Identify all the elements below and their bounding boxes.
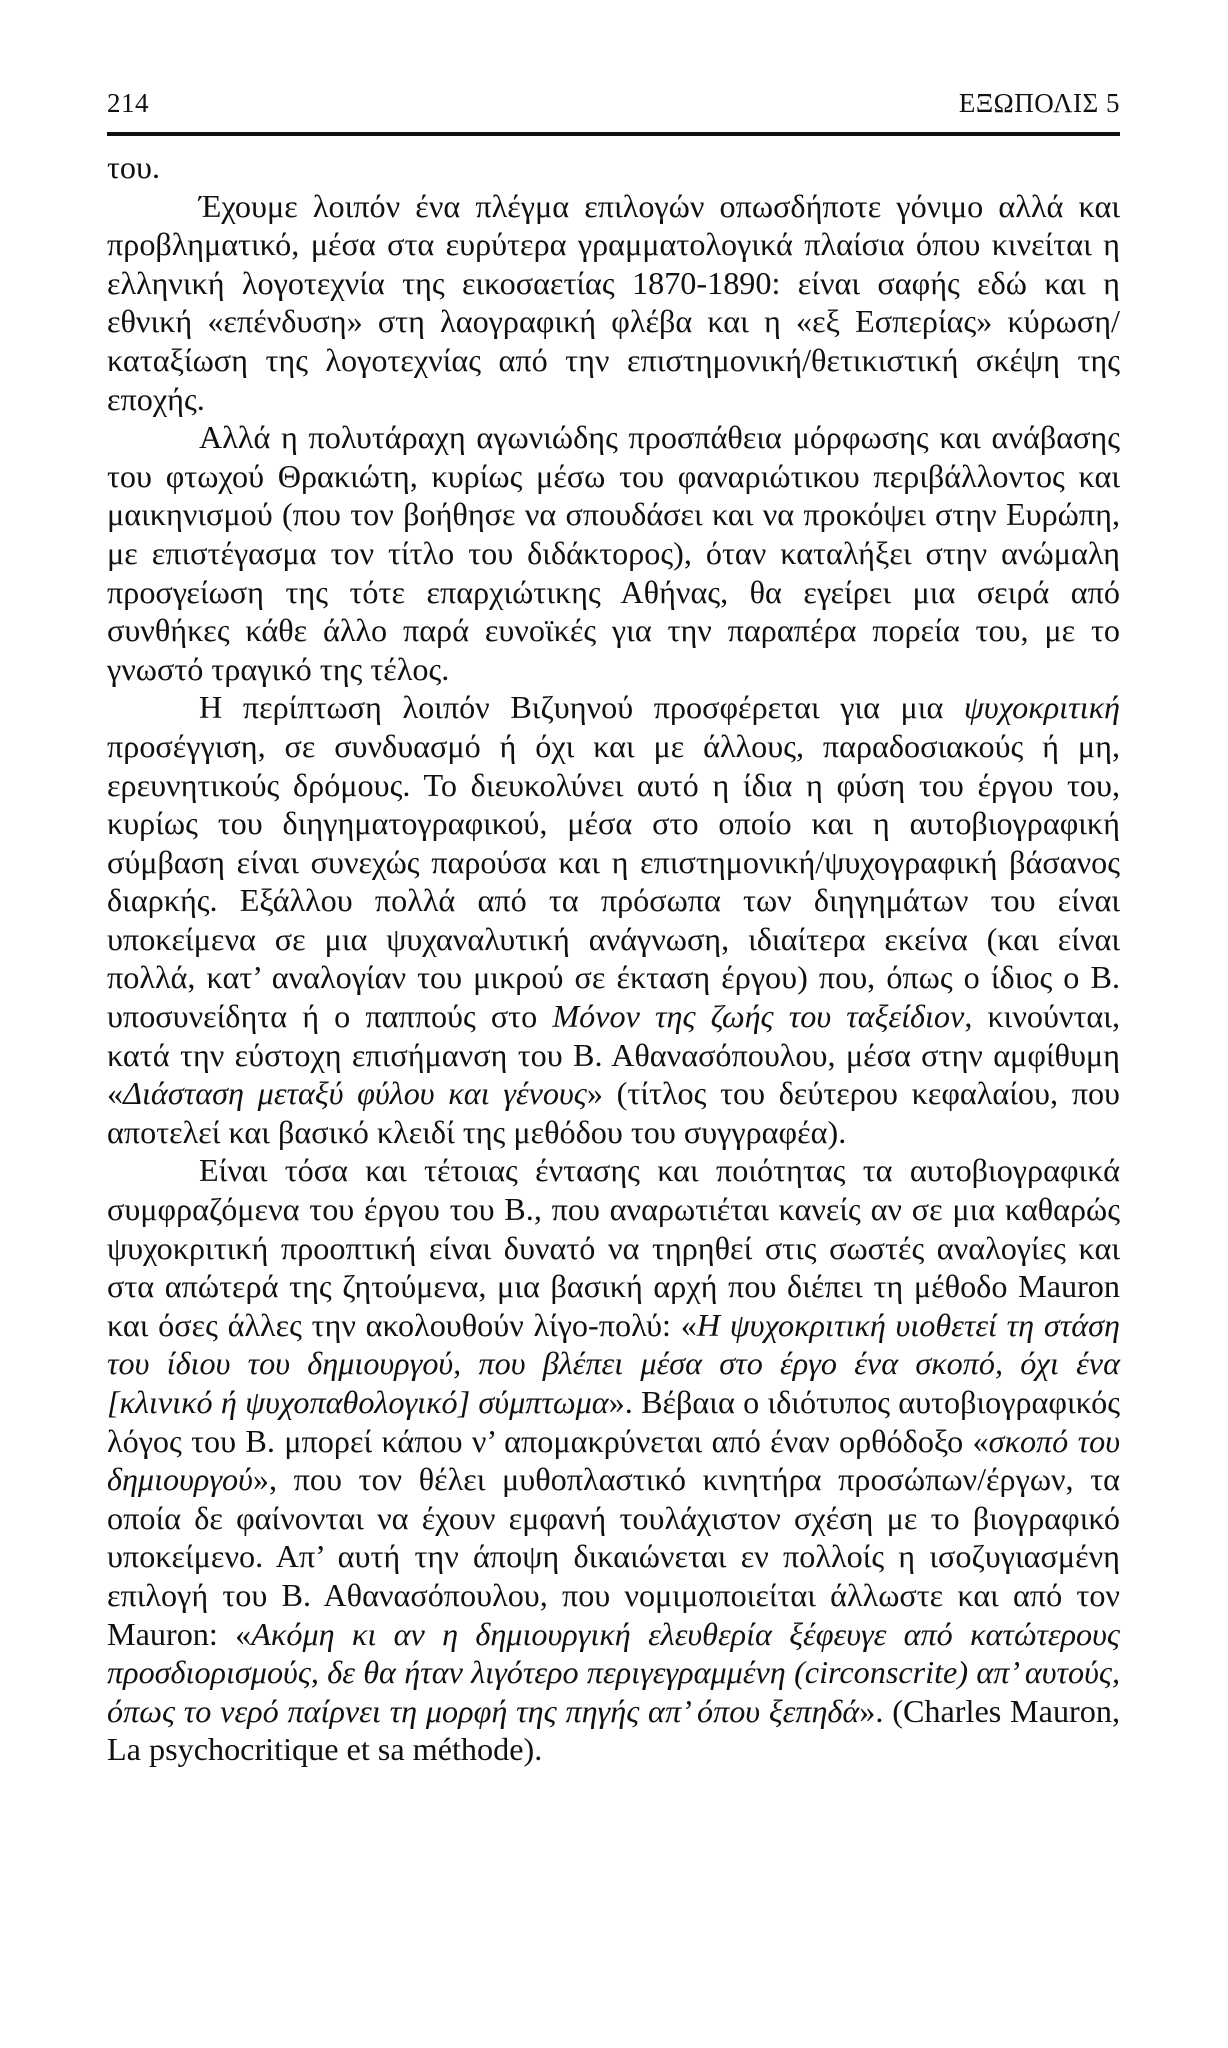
paragraph — [107, 148, 1120, 187]
italic-text: Διάσταση μεταξύ φύλου και γένους — [123, 1075, 587, 1112]
paragraph — [107, 688, 1120, 1151]
page-header — [107, 88, 1120, 119]
text-segment: προσέγγιση, σε συνδυασμό ή όχι και με άλλους, παραδοσιακούς ή μη, ερευνητικούς δρόμους. Το διευκολύνει αυτό η ίδια η φύση του έργου του, κυρίως του διηγηματογραφικού, μέσα στο οποίο και η αυτοβιογραφική σύμβαση είναι συνεχώς παρούσα και η επιστημονική/ψυχογραφική βάσανος διαρκής. Εξάλλου πολλά από τα πρόσωπα των διηγημάτων του είναι υποκείμενα σε μια ψυχαναλυτική ανάγνωση, ιδιαίτερα εκείνα (και είναι πολλά, κατ’ αναλογίαν του μικρού σε έκταση έργου) που, όπως ο ίδιος ο Β. υποσυνείδητα ή ο παππούς στο — [107, 727, 1120, 1035]
text-segment: του. — [107, 149, 161, 185]
page-number: 214 — [107, 88, 149, 118]
text-segment: ». Βέβαια ο ιδιότυπος αυτοβιογραφικός λόγος του Β. μπορεί κάπου ν’ απομακρύνεται από έναν ορθόδοξο « — [107, 1384, 1120, 1459]
italic-text: ψυχοκριτική — [963, 689, 1120, 726]
paragraph — [107, 418, 1120, 688]
italic-text: Μόνον της ζωής του ταξείδιον — [552, 998, 965, 1035]
text-segment: , κινούνται, κατά την εύστοχη επισήμανση του Β. Αθανασόπουλου, μέσα στην αμφίθυμη « — [107, 998, 1120, 1112]
paragraph — [107, 1151, 1120, 1769]
text-segment: Είναι τόσα και τέτοιας έντασης και ποιότητας τα αυτοβιογραφικά συμφραζόμενα του έργου του Β., που αναρωτιέται κανείς αν σε μια καθαρώς ψυχοκριτική προοπτική είναι δυνατό να τηρηθεί στις σωστές αναλογίες και στα απώτερά της ζητούμενα, μια βασική αρχή που διέπει τη μέθοδο Mauron και όσες άλλες την ακολουθούν λίγο-πολύ: « — [107, 1152, 1120, 1343]
italic-text: Η ψυχοκριτική υιοθετεί τη στάση του ίδιου του δημιουργού, που βλέπει μέσα στο έργο ένα σκοπό, όχι ένα [κλινικό ή ψυχοπαθολογικό] σύμπτωμα — [107, 1306, 1120, 1420]
body-text — [107, 148, 1120, 1769]
text-segment: ». (Charles Mauron, La psychocritique et sa méthode). — [107, 1692, 1120, 1768]
text-segment: Η περίπτωση λοιπόν Βιζυηνού προσφέρεται για μια — [199, 689, 964, 726]
text-segment: », που τον θέλει μυθοπλαστικό κινητήρα προσώπων/έργων, τα οποία δε φαίνονται να έχουν εμφανή τουλάχιστον σχέση με το βιογραφικό υποκείμενο. Απ’ αυτή την άποψη δικαιώνεται εν πολλοίς η ισοζυγιασμένη επιλογή του Β. Αθανασόπουλου, που νομιμοποιείται άλλωστε και από τον Mauron: « — [107, 1461, 1120, 1652]
text-segment: » (τίτλος του δεύτερου κεφαλαίου, που αποτελεί και βασικό κλειδί της μεθόδου του συγγραφέα). — [107, 1075, 1120, 1150]
header-rule — [107, 132, 1120, 136]
text-segment: Έχουμε λοιπόν ένα πλέγμα επιλογών οπωσδήποτε γόνιμο αλλά και προβληματικό, μέσα στα ευρύτερα γραμματολογικά πλαίσια όπου κινείται η ελληνική λογοτεχνία της εικοσαετίας 1870-1890: είναι σαφής εδώ και η εθνική «επένδυση» στη λαογραφική φλέβα και η «εξ Εσπερίας» κύρωση/καταξίωση της λογοτεχνίας από την επιστημονική/θετικιστική σκέψη της εποχής. — [107, 187, 1120, 417]
running-title: ΕΞΩΠΟΛΙΣ 5 — [958, 88, 1120, 118]
italic-text: σκοπό του δημιουργού — [107, 1422, 1121, 1498]
text-segment: Αλλά η πολυτάραχη αγωνιώδης προσπάθεια μόρφωσης και ανάβασης του φτωχού Θρακιώτη, κυρίως μέσω του φαναριώτικου περιβάλλοντος και μαικηνισμού (που τον βοήθησε να σπουδάσει και να προκόψει στην Ευρώπη, με επιστέγασμα τον τίτλο του διδάκτορος), όταν καταλήξει στην ανώμαλη προσγείωση της τότε επαρχιώτικης Αθήνας, θα εγείρει μια σειρά από συνθήκες κάθε άλλο παρά ευνοϊκές για την παραπέρα πορεία του, με το γνωστό τραγικό της τέλος. — [107, 419, 1120, 687]
italic-text: Ακόμη κι αν η δημιουργική ελευθερία ξέφευγε από κατώτερους προσδιορισμούς, δε θα ήταν λιγότερο περιγεγραμμένη (circonscrite) απ’ αυτούς, όπως το νερό παίρνει τη μορφή της πηγής απ’ όπου ξεπηδά — [107, 1615, 1120, 1729]
paragraph — [107, 187, 1120, 419]
